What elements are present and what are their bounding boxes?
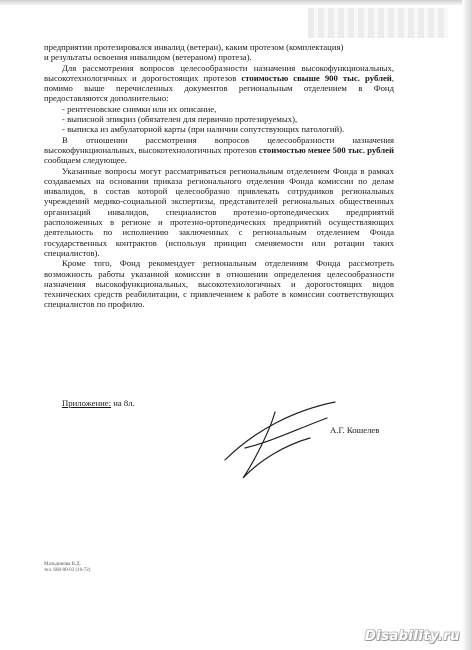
scan-right-edge [462, 0, 472, 650]
attachment-value: на 8л. [111, 398, 135, 408]
list-item-outpatient: - выписка из амбулаторной карты (при наличии сопутствующих патологий). [62, 124, 345, 135]
paragraph-4: Указанные вопросы могут рассматриваться региональным отделением Фонда в рамках создаваемых на основании приказа регионального отделения Фонда комиссии по делам инвалидов, в состав которой целесообразно привлекать сотрудников региональных учреждений медико-социальной экспертизы, представителей региональных общественных организаций инвалидов, специалистов протезно-ортопедических предприятий расположенных в регионе и протезно-ортопедических предприятий осуществляющих деятельность по исполнению заключенных с региональным отделением Фонда государственных контрактов (используя принцип сменяемости или ротации таких специалистов). [44, 165, 394, 258]
paragraph-3-tail: сообщаем следующее. [44, 155, 127, 166]
list-item-epicrisis: - выписной эпикриз (обязателен для первично протезируемых), [62, 114, 298, 125]
paragraph-3-text: В отношении рассмотрения вопросов целесообразности назначения высокофункциональных, высокотехнологичных протезов [44, 134, 394, 155]
paragraph-5: Кроме того, Фонд рекомендует региональным отделениям Фонда рассмотреть возможность работы указанной комиссии в отношении определения целесообразности назначения высокофункциональных, высокотехнологичных и дорогостоящих видов технических средств реабилитации, с привлечением к работе в комиссии соответствующих специалистов по профилю. [44, 258, 394, 310]
paragraph-3-cost: стоимостью менее 500 тыс. рублей [258, 144, 394, 155]
paragraph-1-line-2: и результаты освоения инвалидом (ветераном) протеза). [44, 52, 252, 63]
letter-body [44, 42, 394, 310]
executor-block [44, 562, 90, 574]
paragraph-2-text: Для рассмотрения вопросов целесообразности назначения высокофункциональных, высокотехнологичных и дорогостоящих протезов [44, 62, 394, 83]
executor-name: Мальдинова В.Д. [44, 562, 81, 567]
paragraph-3 [44, 135, 394, 166]
scan-top-edge [0, 0, 472, 6]
paragraph-2 [44, 63, 394, 104]
attachment-label: Приложение: [62, 398, 112, 408]
paragraph-2-cost: стоимостью свыше 900 тыс. рублей [241, 72, 392, 83]
signer-name: А.Г. Кошелев [330, 425, 380, 435]
site-watermark: Disability.ru [364, 629, 460, 644]
attachment-line [62, 398, 135, 408]
handwritten-signature [215, 390, 345, 485]
paragraph-1-line-1: предприятии протезировался инвалид (ветеран), каким протезом (комплектация) [44, 42, 344, 52]
paragraph-2-tail: , помимо выше перечисленных документов региональным отделением в Фонд предоставляются дополнительно: [44, 72, 394, 104]
executor-phone: тел. 668-00-03 (16-72) [44, 568, 91, 573]
list-item-xray: - рентгеновские снимки или их описание, [62, 103, 217, 114]
bleed-through-shadow [308, 8, 448, 38]
